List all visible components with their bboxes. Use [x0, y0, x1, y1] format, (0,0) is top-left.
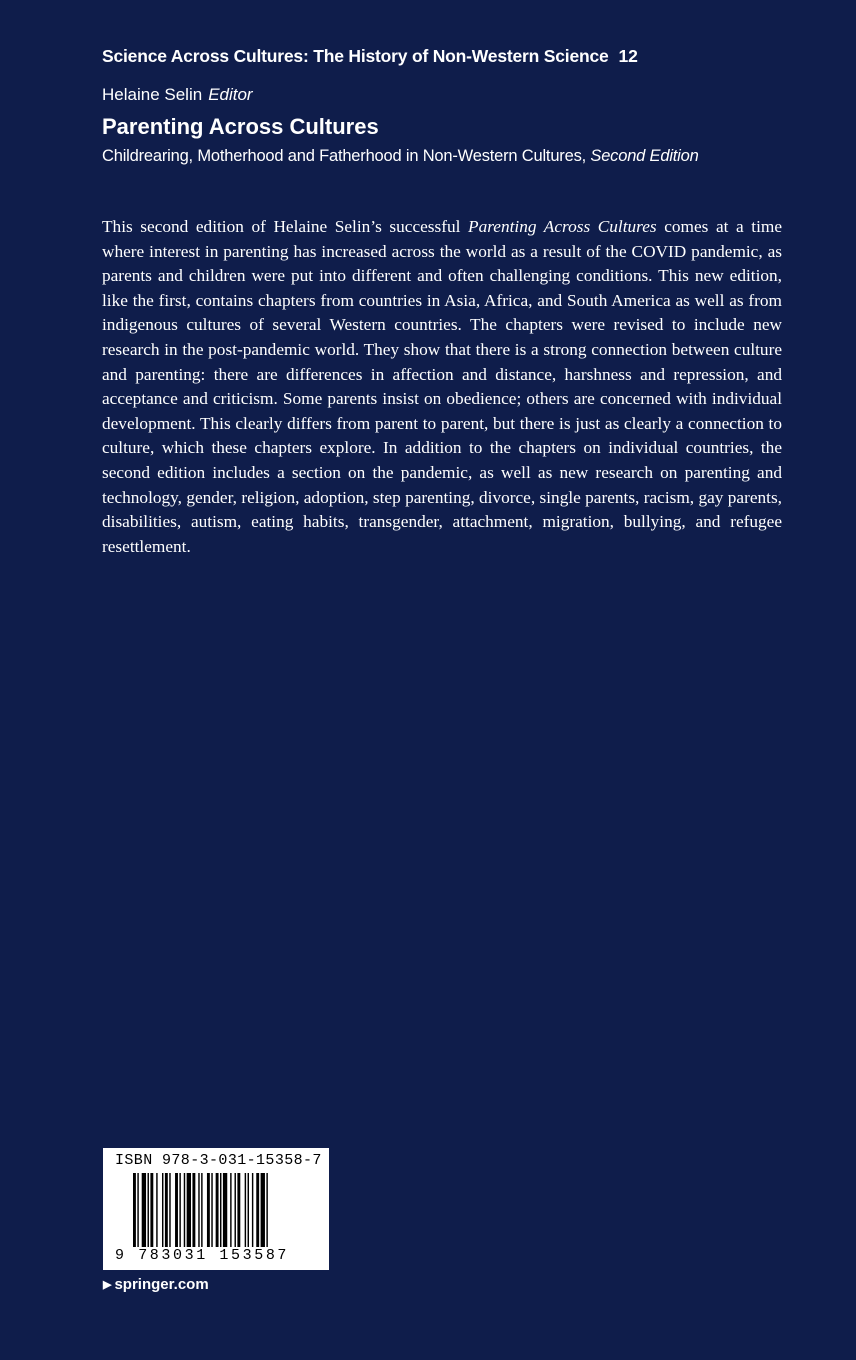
publisher-link[interactable] [103, 1276, 209, 1293]
barcode-bar [201, 1173, 202, 1247]
barcode-bar [192, 1173, 195, 1247]
barcode-bar [266, 1173, 267, 1247]
barcode-bar [148, 1173, 149, 1247]
barcode-bar [220, 1173, 221, 1247]
barcode-bar [187, 1173, 191, 1247]
barcode-bar [237, 1173, 240, 1247]
barcode-bar [184, 1173, 185, 1247]
series-title [102, 46, 638, 67]
edition-text: Second Edition [590, 147, 699, 165]
barcode-bar [261, 1173, 265, 1247]
barcode-bar [248, 1173, 249, 1247]
isbn-barcode [103, 1148, 329, 1270]
series-number: 12 [618, 46, 638, 66]
book-title: Parenting Across Cultures [102, 114, 379, 139]
barcode-bar [150, 1173, 153, 1247]
barcode-bar [198, 1173, 199, 1247]
barcode-bar [169, 1173, 170, 1247]
back-cover-blurb [102, 215, 782, 559]
barcode-bar [142, 1173, 146, 1247]
barcode-bar [175, 1173, 178, 1247]
editor-name: Helaine Selin [102, 85, 203, 104]
publisher-url: springer.com [114, 1276, 209, 1293]
barcode-bar [211, 1173, 212, 1247]
book-subtitle [102, 147, 699, 166]
barcode-bar [230, 1173, 231, 1247]
blurb-body: comes at a time where interest in parenting has increased across the world as a result of the COVID pandemic, as parents and children were put into different and often challenging conditions. This new edition, like the first, contains chapters from countries in Asia, Africa, and South America as well as from indigenous cultures of several Western countries. The chapters were revised to include new research in the post-pandemic world. They show that there is a strong connection between culture and parenting: there are differences in affection and distance, harshness and repression, and acceptance and criticism. Some parents insist on obedience; others are concerned with individual development. This clearly differs from parent to parent, but there is just as clearly a connection to culture, which these chapters explore. In addition to the chapters on individual countries, the second edition includes a section on the pandemic, as well as new research on parenting and technology, gender, religion, adoption, step parenting, divorce, single parents, racism, gay parents, disabilities, autism, eating habits, transgender, attachment, migration, bullying, and refugee resettlement. [102, 217, 782, 556]
barcode-bar [133, 1173, 136, 1247]
subtitle-text: Childrearing, Motherhood and Fatherhood in Non-Western Cultures, [102, 147, 586, 165]
isbn-label: ISBN 978-3-031-15358-7 [115, 1152, 322, 1169]
barcode-bar [207, 1173, 210, 1247]
barcode-bar [156, 1173, 157, 1247]
editor-role: Editor [208, 85, 253, 104]
triangle-right-icon: ▶ [103, 1279, 112, 1291]
barcode-bar [245, 1173, 246, 1247]
barcode-bar [179, 1173, 180, 1247]
barcode-bar [252, 1173, 253, 1247]
editor-line [102, 85, 253, 105]
series-name: Science Across Cultures: The History of Non-Western Science [102, 46, 609, 66]
barcode-bars [133, 1173, 311, 1247]
barcode-bar [235, 1173, 236, 1247]
barcode-bar [216, 1173, 219, 1247]
barcode-bar [223, 1173, 227, 1247]
barcode-bar [137, 1173, 138, 1247]
barcode-digits: 9 783031 153587 [115, 1247, 290, 1264]
barcode-bar [256, 1173, 259, 1247]
barcode-bar [165, 1173, 168, 1247]
barcode-bar [162, 1173, 163, 1247]
blurb-book-title: Parenting Across Cultures [468, 217, 657, 236]
blurb-lead: This second edition of Helaine Selin’s successful [102, 217, 469, 236]
